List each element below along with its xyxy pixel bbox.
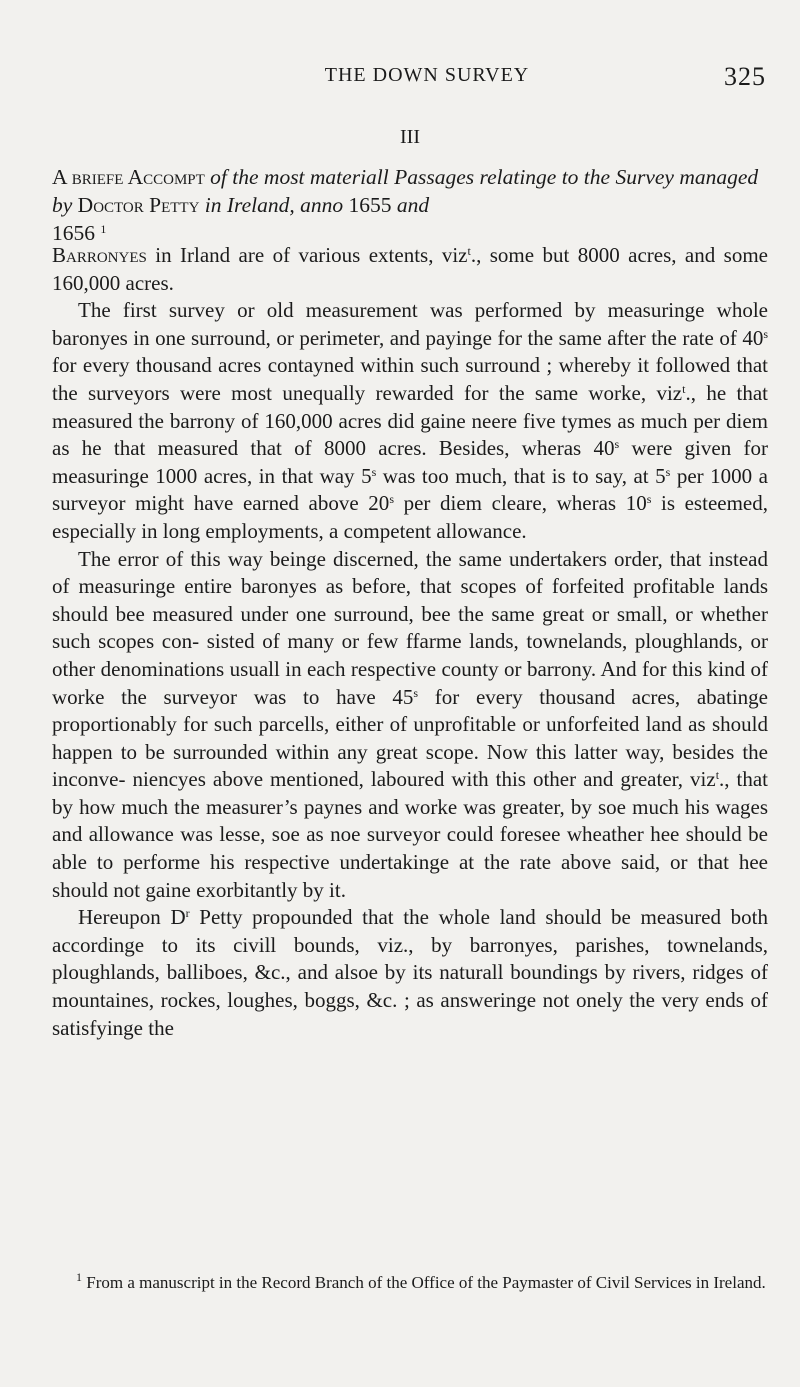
footnote-reference: 1 — [100, 222, 107, 236]
paragraph — [52, 546, 768, 905]
heading-part: 1656 — [52, 221, 95, 245]
section-number: III — [400, 126, 420, 148]
paragraph — [52, 904, 768, 1042]
superscript: s — [389, 492, 394, 507]
paragraph — [52, 242, 768, 297]
superscript: r — [185, 906, 190, 921]
page-number: 325 — [724, 62, 766, 91]
footnote-text: From a manuscript in the Record Branch of the Office of the Paymaster of Civil Services in Ireland. — [82, 1273, 766, 1292]
paragraph-lead: Barronyes — [52, 243, 147, 267]
text-run: ., that by how much the measurer’s paynes and worke was greater, by soe much his wages and allowance was lesse, soe as noe surveyor could foresee wheather hee should be able to performe his respective undertakinge at the rate above said, or that hee should not gaine exorbitantly by it. — [52, 767, 768, 902]
text-run: Hereupon D — [78, 905, 186, 930]
text-run: were given for measuringe 1000 acres, in that way 5 — [52, 436, 768, 488]
text-run: in Irland are of various extents, viz — [146, 243, 468, 267]
superscript: s — [763, 326, 768, 341]
text-run: for every thousand acres, abatinge proportionably for such parcells, either of unprofitable or unforfeited land as should happen to be surrounded within any great scope. Now this latter way, besides the inconve- niencyes above mentioned, laboured with this other and greater, viz — [52, 684, 768, 792]
text-run: is esteemed, especially in long employments, a competent allowance. — [52, 491, 768, 543]
superscript: s — [665, 464, 671, 479]
text-run: was too much, that is to say, at 5 — [376, 463, 666, 488]
text-run: ., he that measured the barrony of 160,000 acres did gaine neere five tymes as much per diem as he that measured that of 8000 acres. Besides, wheras 40 — [52, 380, 768, 461]
superscript: s — [646, 492, 652, 507]
superscript: t — [715, 768, 720, 783]
running-title: THE DOWN SURVEY — [324, 64, 530, 86]
text-run: for every thousand acres contayned within such surround ; whereby it followed that the surveyors were most unequally rewarded for the same worke, viz — [52, 353, 768, 405]
superscript: s — [614, 437, 620, 452]
heading-part: in Ireland, anno — [199, 193, 349, 217]
text-run: The first survey or old measurement was performed by measuringe whole baronyes in one surround, or perimeter, and payinge for the same after the rate of 40 — [52, 298, 768, 350]
text-run: per diem cleare, wheras 10 — [393, 491, 647, 516]
superscript: t — [467, 244, 471, 258]
text-run: ., some but 8000 acres, and some 160,000 acres. — [52, 243, 768, 295]
text-run: per 1000 a surveyor might have earned above 20 — [52, 463, 768, 516]
footnote: $^1$ From a manuscript in the Record Branch of the Office of the Paymaster of Civil Services in Ireland. — [76, 1270, 766, 1292]
heading-part: Doctor Petty — [77, 193, 200, 217]
paragraph — [52, 297, 768, 545]
body-text — [52, 242, 768, 1042]
heading-part: 1655 — [348, 193, 392, 217]
text-run: The error of this way beinge discerned, the same undertakers order, that instead of measuringe entire baronyes as before, that scopes of forfeited profitable lands should bee measured under one surround, bee the same great or small, or whether such scopes con- sisted of many or few ffarme lands, townelands, ploughlands, or other denominations usuall in each respective county or barrony. And for this kind of worke the surveyor was to have 45 — [52, 546, 768, 709]
superscript: s — [371, 464, 377, 479]
heading-part: and — [391, 193, 430, 217]
heading-part: A briefe Accompt — [52, 165, 205, 189]
heading-part: of the most materiall Passages relatinge to the Survey managed by — [52, 165, 759, 217]
superscript: t — [682, 381, 686, 396]
running-head — [52, 64, 768, 100]
superscript: s — [413, 685, 419, 700]
text-run: Petty propounded that the whole land should be measured both accordinge to its civill bounds, viz., by barronyes, parishes, townelands, ploughlands, balliboes, &c., and alsoe by its naturall boundings by rivers, ridges of mountaines, rockes, loughes, boggs, &c. ; as answeringe not onely the very ends of satisfyinge the — [52, 905, 769, 1040]
section-heading — [52, 163, 768, 247]
